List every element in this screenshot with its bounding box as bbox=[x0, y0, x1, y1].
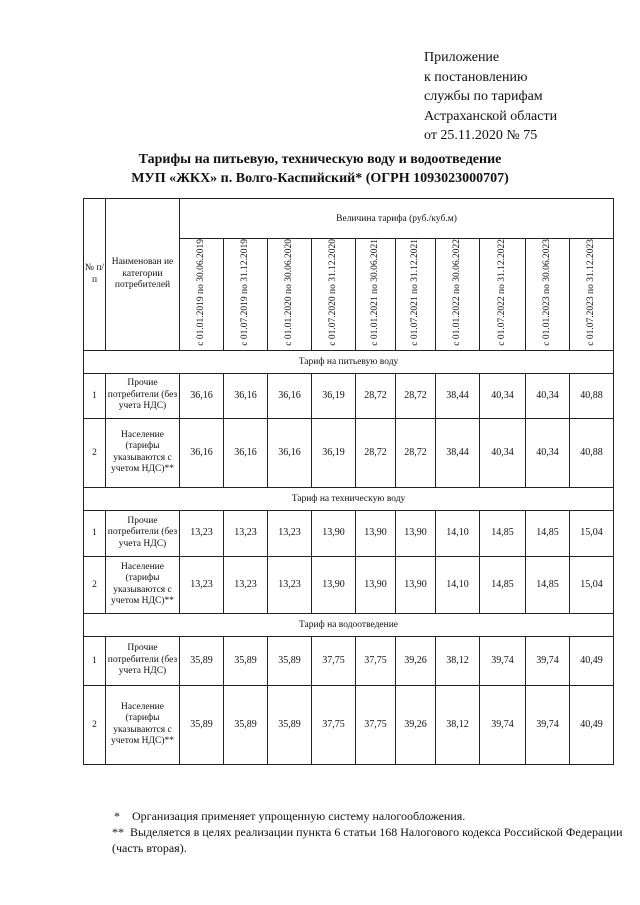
period-header: с 01.01.2023 по 30.06.2023 bbox=[526, 239, 570, 351]
tariff-value: 39,26 bbox=[396, 685, 436, 764]
tariff-value: 13,23 bbox=[180, 556, 224, 613]
tariff-value: 37,75 bbox=[356, 636, 396, 685]
tariff-value: 13,23 bbox=[268, 556, 312, 613]
tariff-value: 13,23 bbox=[224, 510, 268, 556]
tariff-value: 35,89 bbox=[268, 636, 312, 685]
tariff-value: 38,44 bbox=[436, 418, 480, 487]
tariff-value: 40,88 bbox=[570, 373, 614, 418]
tariff-value: 36,16 bbox=[268, 418, 312, 487]
row-category: Население (тарифы указываются с учетом НДС)** bbox=[106, 556, 180, 613]
period-header: с 01.01.2021 по 30.06.2021 bbox=[356, 239, 396, 351]
period-header: с 01.07.2020 по 31.12.2020 bbox=[312, 239, 356, 351]
footnotes bbox=[84, 808, 624, 856]
tariff-value: 38,44 bbox=[436, 373, 480, 418]
tariff-value: 39,74 bbox=[480, 636, 526, 685]
tariff-value: 40,34 bbox=[526, 418, 570, 487]
tariff-value: 40,34 bbox=[480, 373, 526, 418]
row-category: Прочие потребители (без учета НДС) bbox=[106, 510, 180, 556]
tariff-value: 13,23 bbox=[268, 510, 312, 556]
tariff-value: 36,16 bbox=[268, 373, 312, 418]
footnote-text: Выделяется в целях реализации пункта 6 статьи 168 Налогового кодекса Российской Федерации (часть вторая). bbox=[112, 825, 623, 855]
appendix-line: Приложение bbox=[424, 50, 500, 65]
title-line-2: МУП «ЖКХ» п. Волго-Каспийский* (ОГРН 1093023000707) bbox=[131, 171, 509, 186]
tariff-value: 35,89 bbox=[224, 636, 268, 685]
header-tariff-size: Величина тарифа (руб./куб.м) bbox=[180, 199, 614, 239]
table-row bbox=[84, 373, 614, 418]
tariff-value: 40,49 bbox=[570, 636, 614, 685]
row-number: 1 bbox=[84, 636, 106, 685]
table-row bbox=[84, 685, 614, 764]
period-header: с 01.01.2019 по 30.06.2019 bbox=[180, 239, 224, 351]
tariff-value: 13,90 bbox=[312, 556, 356, 613]
tariff-value: 36,19 bbox=[312, 373, 356, 418]
tariff-value: 13,23 bbox=[180, 510, 224, 556]
tariff-value: 28,72 bbox=[356, 373, 396, 418]
tariff-value: 14,85 bbox=[526, 510, 570, 556]
tariff-value: 36,16 bbox=[180, 418, 224, 487]
tariff-value: 13,90 bbox=[396, 556, 436, 613]
period-header: с 01.01.2020 по 30.06.2020 bbox=[268, 239, 312, 351]
tariff-value: 15,04 bbox=[570, 556, 614, 613]
row-category: Население (тарифы указываются с учетом НДС)** bbox=[106, 418, 180, 487]
tariff-value: 36,16 bbox=[180, 373, 224, 418]
tariff-value: 35,89 bbox=[180, 636, 224, 685]
row-category: Прочие потребители (без учета НДС) bbox=[106, 636, 180, 685]
tariff-value: 13,90 bbox=[312, 510, 356, 556]
row-number: 1 bbox=[84, 373, 106, 418]
period-header: с 01.01.2022 по 30.06.2022 bbox=[436, 239, 480, 351]
tariff-table bbox=[83, 198, 614, 765]
tariff-value: 13,90 bbox=[356, 556, 396, 613]
tariff-value: 38,12 bbox=[436, 685, 480, 764]
tariff-value: 13,23 bbox=[224, 556, 268, 613]
tariff-value: 37,75 bbox=[312, 636, 356, 685]
tariff-value: 40,88 bbox=[570, 418, 614, 487]
tariff-value: 35,89 bbox=[224, 685, 268, 764]
section-title: Тариф на водоотведение bbox=[84, 613, 614, 636]
tariff-value: 39,74 bbox=[526, 636, 570, 685]
tariff-value: 37,75 bbox=[312, 685, 356, 764]
header-number: № п/п bbox=[84, 199, 106, 351]
tariff-value: 36,16 bbox=[224, 418, 268, 487]
appendix-line: Астраханской области bbox=[424, 108, 558, 124]
title-line-1: Тарифы на питьевую, техническую воду и водоотведение bbox=[138, 152, 502, 167]
header-category: Наименован ие категории потребителей bbox=[106, 199, 180, 351]
period-header: с 01.07.2021 по 31.12.2021 bbox=[396, 239, 436, 351]
tariff-value: 14,85 bbox=[480, 556, 526, 613]
section-title: Тариф на техническую воду bbox=[84, 487, 614, 510]
appendix-block bbox=[424, 48, 634, 146]
tariff-value: 28,72 bbox=[396, 373, 436, 418]
tariff-value: 14,85 bbox=[480, 510, 526, 556]
section-title: Тариф на питьевую воду bbox=[84, 350, 614, 373]
row-number: 1 bbox=[84, 510, 106, 556]
table-row bbox=[84, 510, 614, 556]
tariff-value: 39,74 bbox=[480, 685, 526, 764]
tariff-value: 28,72 bbox=[356, 418, 396, 487]
tariff-value: 38,12 bbox=[436, 636, 480, 685]
tariff-value: 40,34 bbox=[526, 373, 570, 418]
tariff-value: 15,04 bbox=[570, 510, 614, 556]
row-category: Население (тарифы указываются с учетом НДС)** bbox=[106, 685, 180, 764]
tariff-value: 35,89 bbox=[180, 685, 224, 764]
tariff-value: 37,75 bbox=[356, 685, 396, 764]
tariff-value: 28,72 bbox=[396, 418, 436, 487]
row-number: 2 bbox=[84, 556, 106, 613]
tariff-value: 14,10 bbox=[436, 510, 480, 556]
period-header: с 01.07.2023 по 31.12.2023 bbox=[570, 239, 614, 351]
period-header: с 01.07.2019 по 31.12.2019 bbox=[224, 239, 268, 351]
tariff-value: 40,49 bbox=[570, 685, 614, 764]
tariff-value: 36,16 bbox=[224, 373, 268, 418]
row-number: 2 bbox=[84, 685, 106, 764]
footnote-mark: ** bbox=[112, 825, 124, 839]
tariff-value: 40,34 bbox=[480, 418, 526, 487]
footnote-text: Организация применяет упрощенную систему налогообложения. bbox=[132, 809, 466, 823]
tariff-value: 35,89 bbox=[268, 685, 312, 764]
tariff-value: 39,26 bbox=[396, 636, 436, 685]
tariff-value: 36,19 bbox=[312, 418, 356, 487]
table-row bbox=[84, 556, 614, 613]
appendix-line: службы по тарифам bbox=[424, 89, 543, 104]
row-category: Прочие потребители (без учета НДС) bbox=[106, 373, 180, 418]
table-row bbox=[84, 636, 614, 685]
table-row bbox=[84, 418, 614, 487]
tariff-value: 13,90 bbox=[356, 510, 396, 556]
footnote-2 bbox=[84, 824, 624, 856]
footnote-1 bbox=[84, 808, 624, 824]
tariff-value: 14,85 bbox=[526, 556, 570, 613]
tariff-value: 13,90 bbox=[396, 510, 436, 556]
tariff-value: 14,10 bbox=[436, 556, 480, 613]
tariff-value: 39,74 bbox=[526, 685, 570, 764]
footnote-mark: * bbox=[114, 809, 120, 823]
row-number: 2 bbox=[84, 418, 106, 487]
document-title bbox=[60, 150, 580, 188]
period-header: с 01.07.2022 по 31.12.2022 bbox=[480, 239, 526, 351]
appendix-line: к постановлению bbox=[424, 69, 528, 85]
appendix-line: от 25.11.2020 № 75 bbox=[424, 128, 538, 143]
